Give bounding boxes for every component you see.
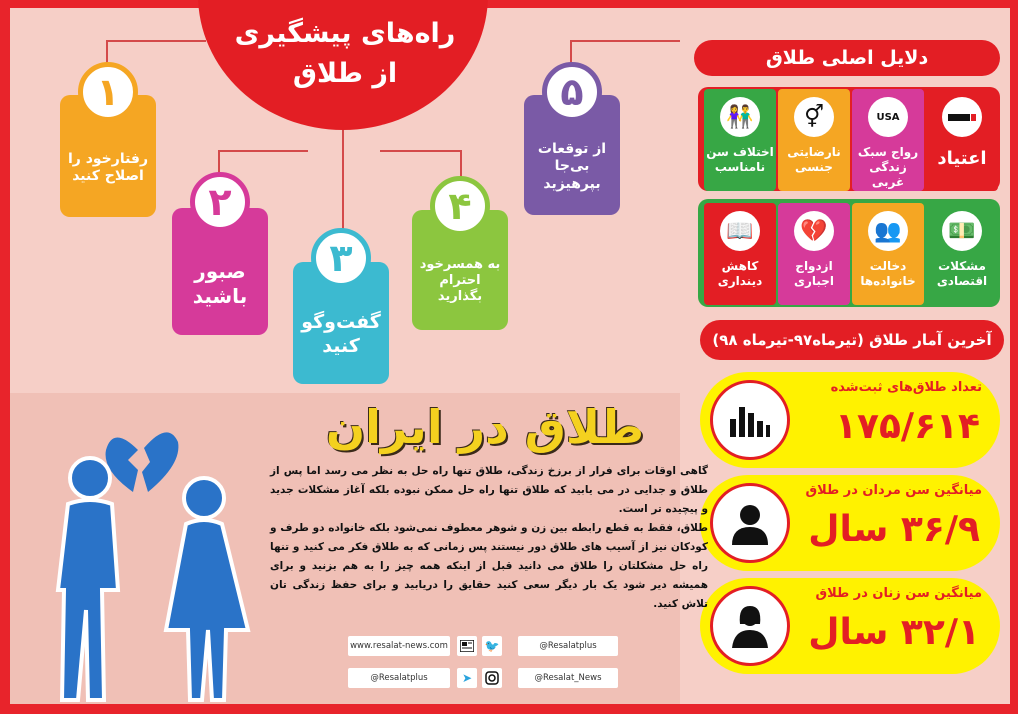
stat-card-women-age (700, 578, 1000, 674)
step-4-text: به همسرخود احترام بگذارید (419, 256, 501, 305)
step-2-number: ۲ (190, 172, 250, 232)
step-4-number: ۴ (430, 176, 490, 236)
article-paragraph-2: طلاق، فقط به قطع رابطه بین زن و شوهر معطوف نمی‌شود بلکه خانواده دو طرف و کودکان نیز از آسیب های طلاق دور نیستند پس زمانی که به طلاق فکر می کنید و تنها راه حل مشکلتان را طلاق می دانید قبل از اینکه همه چیز را به هم بزنید و برای همیشه دیر شود یک بار دیگر سعی کنید حقایق را دریابید و برای حفظ زندگی تان تلاش کنید. (270, 522, 708, 610)
elderly-couple-icon: 👫 (720, 97, 760, 137)
bar-chart-icon (710, 380, 790, 460)
gender-icon: ⚥ (794, 97, 834, 137)
instagram-handle[interactable]: @Resalat_News (518, 668, 618, 688)
step-5-number: ۵ (542, 62, 602, 122)
step-1-number: ۱ (78, 62, 138, 122)
family-meeting-icon: 👥 (868, 211, 908, 251)
article-title: طلاق در ایران (325, 400, 645, 454)
cause-age-gap (704, 89, 776, 191)
cause-label-1: اعتیاد (937, 148, 987, 169)
website-link[interactable]: www.resalat-news.com (348, 636, 450, 656)
stat-card-men-age (700, 475, 1000, 571)
stats-title: آخرین آمار طلاق (تیرماه۹۷-تیرماه ۹۸) (700, 320, 1004, 360)
cause-label-4: اختلاف سن نامناسب (706, 145, 774, 174)
news-icon (457, 636, 477, 656)
telegram-handle[interactable]: @Resalatplus (348, 668, 450, 688)
stat-divorces-label: تعداد طلاق‌های ثبت‌شده (830, 380, 982, 395)
instagram-icon[interactable] (482, 668, 502, 688)
step-5-text: از توقعات بی‌جا بپرهیزید (537, 140, 607, 192)
cause-label-7: ازدواج اجباری (793, 259, 835, 288)
man-icon (710, 483, 790, 563)
cause-label-2: رواج سبک زندگی غربی (857, 145, 919, 189)
smoking-icon (942, 97, 982, 137)
cause-economic (926, 203, 998, 305)
twitter-handle[interactable]: @Resalatplus (518, 636, 618, 656)
prevention-title-line2: از طلاق (292, 58, 398, 89)
cause-sexual-dissatisfaction (778, 89, 850, 191)
article-body (270, 462, 708, 614)
prevention-title (210, 14, 480, 94)
woman-silhouette (166, 478, 248, 700)
article-paragraph-1: گاهی اوقات برای فرار از برزخ زندگی، طلاق تنها راه حل به نظر می رسد اما پس از طلاق و جدایی در می یابید که طلاق تنها راه حل ممکن نبوده بلکه آغاز مشکلات جدید و پیچیده تر است. (270, 465, 708, 515)
broken-heart-icon: 💔 (794, 211, 834, 251)
step-2-text: صبور باشید (192, 258, 248, 308)
stat-women-age-label: میانگین سن زنان در طلاق (815, 586, 982, 601)
cause-label-3: نارضایتی جنسی (787, 145, 841, 174)
usa-map-icon: USA (868, 97, 908, 137)
stat-men-age-value: ۳۶/۹ سال (808, 509, 980, 550)
broken-heart-graphic (106, 432, 179, 492)
cause-western-lifestyle (852, 89, 924, 191)
cause-reduced-religiosity (704, 203, 776, 305)
prevention-title-line1: راه‌های پیشگیری (234, 18, 456, 49)
twitter-icon[interactable]: 🐦 (482, 636, 502, 656)
cause-label-5: مشکلات اقتصادی (936, 259, 988, 288)
cause-forced-marriage (778, 203, 850, 305)
woman-icon (710, 586, 790, 666)
step-3-text: گفت‌وگو کنید (301, 311, 381, 357)
cause-family-interference (852, 203, 924, 305)
stat-men-age-label: میانگین سن مردان در طلاق (805, 483, 982, 498)
quran-icon: 📖 (720, 211, 760, 251)
couple-illustration (18, 420, 268, 705)
man-silhouette (58, 458, 118, 700)
step-3-number: ۳ (311, 228, 371, 288)
money-icon: 💵 (942, 211, 982, 251)
step-1-text: رفتارخود را اصلاح کنید (67, 150, 149, 184)
cause-addiction (926, 89, 998, 191)
telegram-icon[interactable]: ➤ (457, 668, 477, 688)
causes-title: دلایل اصلی طلاق (694, 40, 1000, 76)
stat-divorces-value: ۱۷۵/۶۱۴ (835, 406, 980, 447)
stat-women-age-value: ۳۲/۱ سال (808, 612, 980, 653)
cause-label-8: کاهش دینداری (717, 259, 763, 288)
cause-label-6: دخالت خانواده‌ها (860, 259, 916, 288)
stat-card-divorces (700, 372, 1000, 468)
